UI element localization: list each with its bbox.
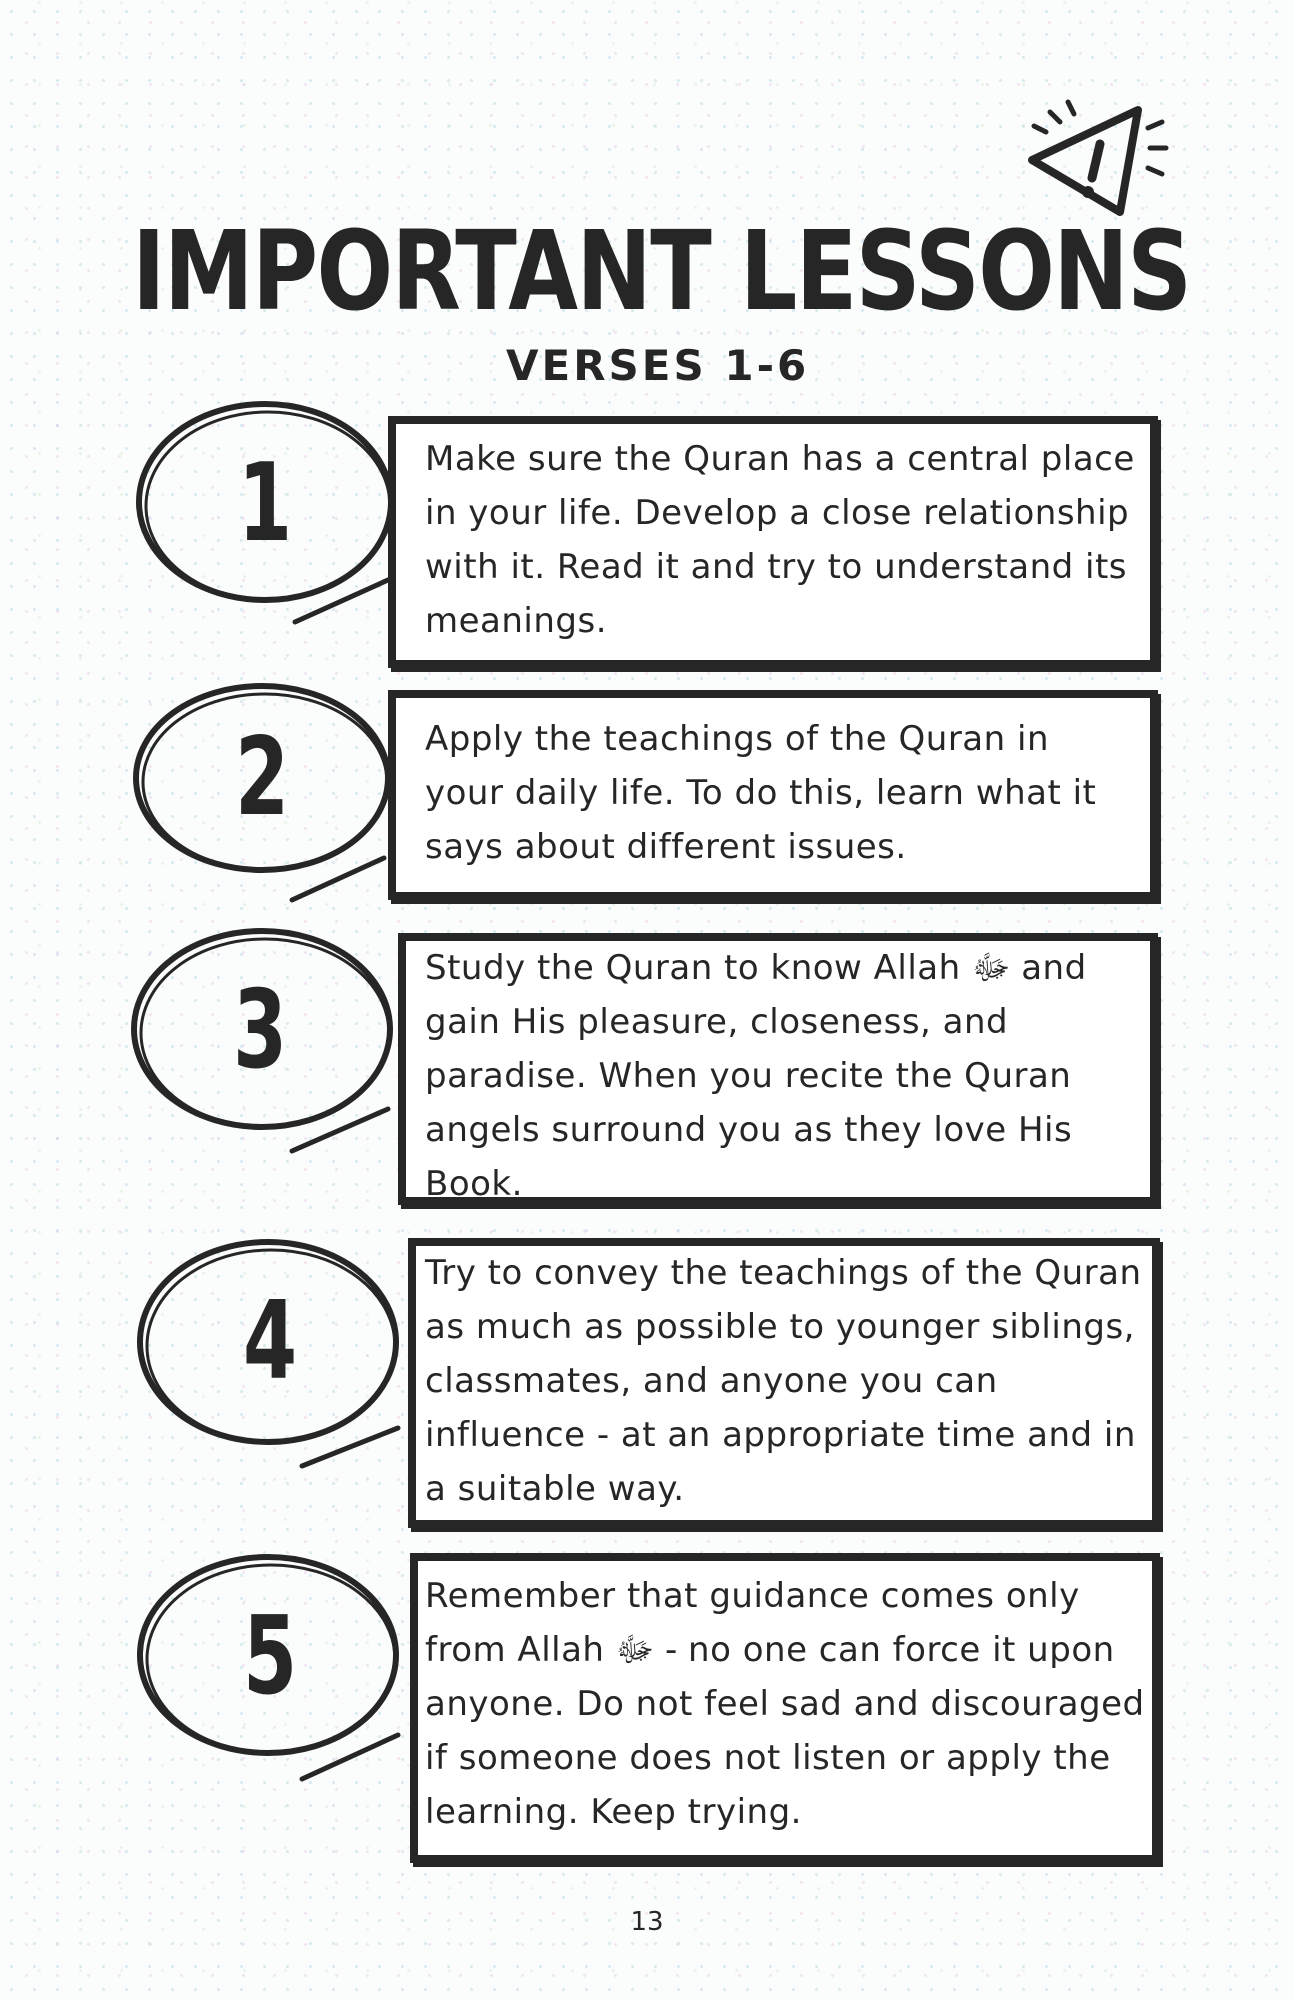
lesson-number: 5 <box>242 1594 298 1719</box>
speech-bubble-icon <box>0 400 420 640</box>
lesson-text: Apply the teachings of the Quran in your daily life. To do this, learn what it says about different issues. <box>425 719 1097 867</box>
page-number: 13 <box>630 1907 664 1937</box>
lesson-number: 1 <box>237 441 293 566</box>
lesson-item <box>0 1545 1294 1865</box>
lesson-number: 3 <box>232 968 288 1093</box>
lesson-item <box>0 400 1294 670</box>
lesson-item <box>0 682 1294 902</box>
lesson-item <box>0 925 1294 1215</box>
page-subtitle: VERSES 1-6 <box>506 341 810 390</box>
speech-bubble-icon <box>0 1230 420 1490</box>
lesson-text: Make sure the Quran has a central place in your life. Develop a close relationship with it. Read it and try to understand its meanings. <box>425 439 1135 641</box>
lesson-text: Try to convey the teachings of the Quran as much as possible to younger siblings, classmates, and anyone you can influence - at an appropriate time and in a suitable way. <box>425 1253 1142 1509</box>
lesson-text: Remember that guidance comes only from Allah ﷻ - no one can force it upon anyone. Do not feel sad and discouraged if someone does not listen or apply the learning. Keep trying. <box>425 1576 1145 1832</box>
speech-bubble-icon <box>0 1545 420 1795</box>
speech-bubble-icon <box>0 925 420 1165</box>
page-title: IMPORTANT LESSONS <box>132 207 1191 335</box>
lesson-number: 4 <box>242 1279 298 1404</box>
lesson-number: 2 <box>234 715 290 840</box>
lesson-text: Study the Quran to know Allah ﷻ and gain His pleasure, closeness, and paradise. When you recite the Quran angels surround you as they love His Book. <box>425 948 1087 1204</box>
warning-icon <box>1020 92 1170 222</box>
lesson-item <box>0 1230 1294 1530</box>
speech-bubble-icon <box>0 682 420 912</box>
